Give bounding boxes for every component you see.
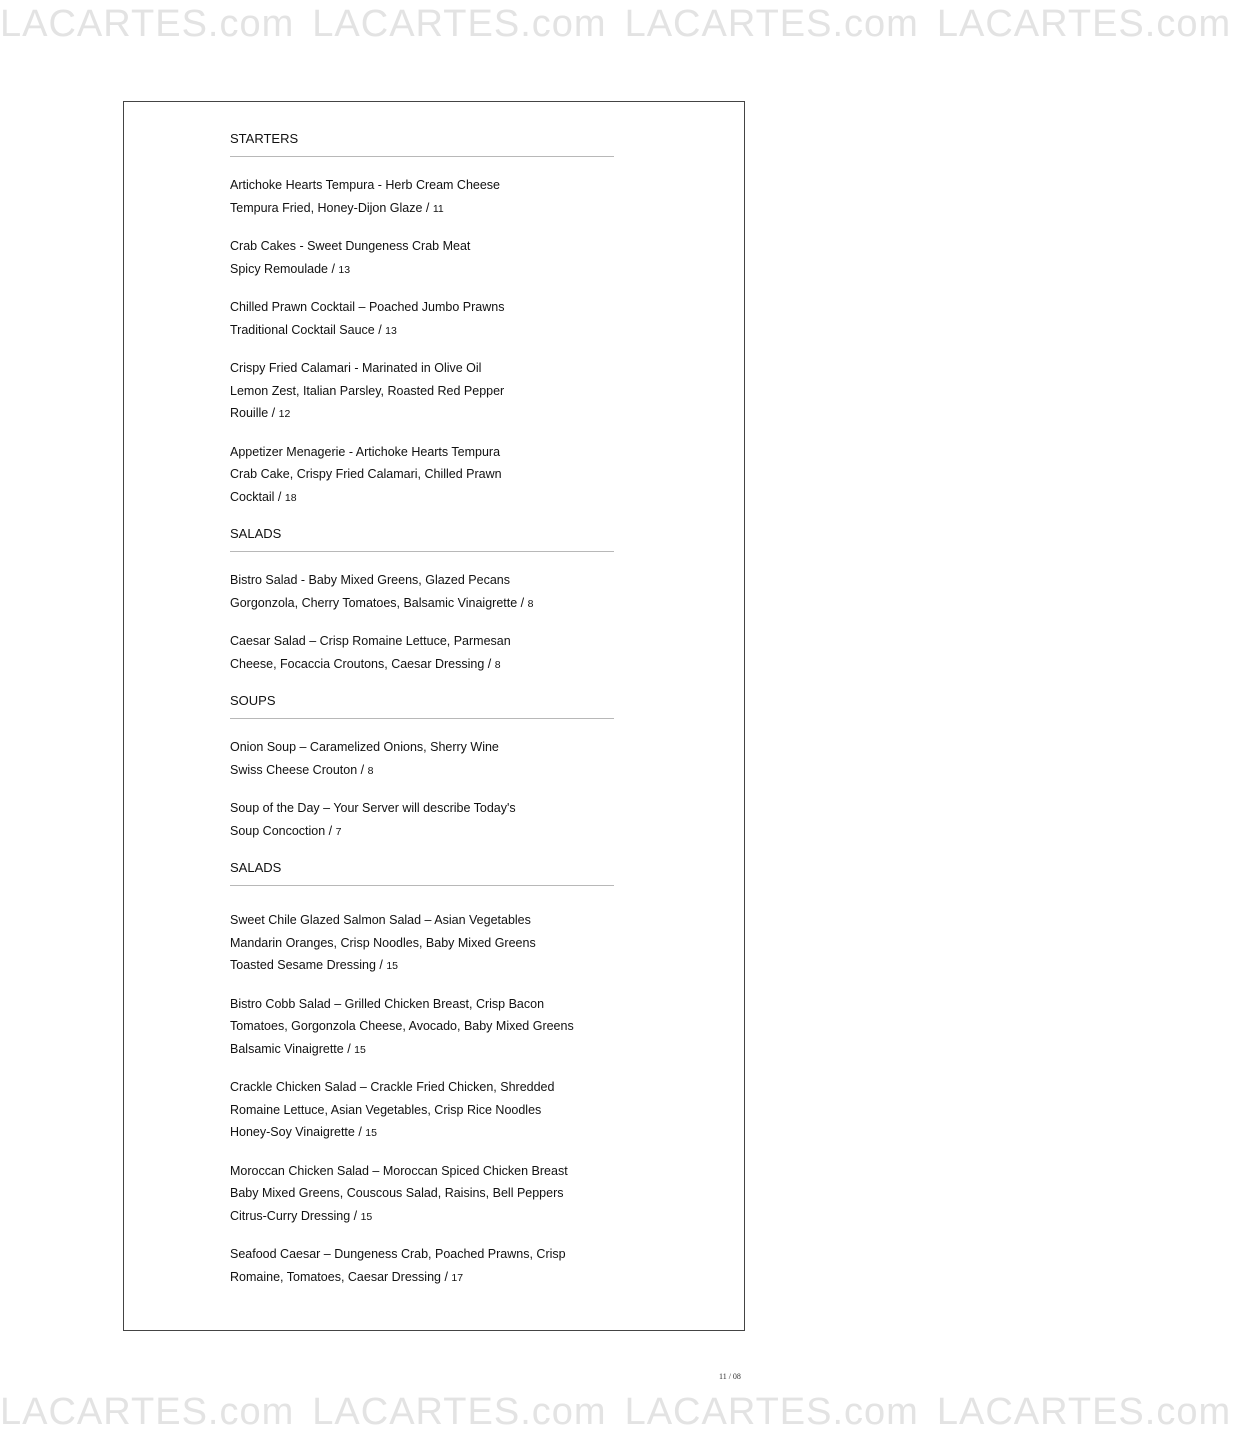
- menu-item-line: [230, 258, 614, 282]
- menu-item-text: Honey-Soy Vinaigrette /: [230, 1125, 366, 1139]
- menu-content: [230, 129, 614, 1304]
- menu-item: [230, 993, 614, 1062]
- menu-item-price: 13: [338, 263, 351, 276]
- menu-item-line: [230, 1121, 614, 1145]
- menu-item-line: [230, 820, 614, 844]
- menu-item-text: Cheese, Focaccia Croutons, Caesar Dressing /: [230, 656, 495, 671]
- menu-item-line: [230, 1038, 614, 1062]
- menu-page: [123, 101, 745, 1331]
- menu-item-price: 7: [335, 825, 342, 838]
- menu-item-line: [230, 402, 614, 426]
- menu-item-text: Cocktail /: [230, 489, 285, 504]
- menu-item-line: [230, 630, 614, 653]
- menu-item-text: Seafood Caesar – Dungeness Crab, Poached Prawns, Crisp: [230, 1247, 566, 1261]
- menu-section: [230, 858, 614, 1289]
- watermark-text: LACARTES.com: [624, 1391, 919, 1433]
- menu-item-line: [230, 1015, 614, 1038]
- menu-item-line: [230, 1243, 614, 1266]
- menu-item-line: [230, 993, 614, 1016]
- menu-item: [230, 441, 614, 510]
- menu-item-text: Artichoke Hearts Tempura - Herb Cream Cheese: [230, 178, 501, 192]
- menu-item-price: 15: [354, 1043, 366, 1056]
- menu-item-text: Romaine, Tomatoes, Caesar Dressing /: [230, 1269, 452, 1284]
- menu-item-line: [230, 736, 614, 759]
- menu-item-price: 13: [385, 324, 397, 337]
- section-heading: SALADS: [230, 858, 614, 886]
- menu-item-line: [230, 1266, 614, 1290]
- menu-item-text: Spicy Remoulade /: [230, 261, 339, 276]
- menu-item-text: Soup of the Day – Your Server will describe Today's: [230, 801, 516, 815]
- watermark-text: LACARTES.com: [0, 1391, 295, 1433]
- menu-item-price: 11: [432, 202, 444, 215]
- menu-item-text: Tomatoes, Gorgonzola Cheese, Avocado, Baby Mixed Greens: [230, 1019, 574, 1033]
- menu-item-text: Gorgonzola, Cherry Tomatoes, Balsamic Vinaigrette /: [230, 595, 528, 610]
- menu-item-text: Traditional Cocktail Sauce /: [230, 322, 386, 337]
- menu-item-line: [230, 592, 614, 616]
- menu-item-line: [230, 954, 614, 978]
- menu-item: [230, 1076, 614, 1145]
- menu-item-line: [230, 759, 614, 783]
- section-heading: STARTERS: [230, 129, 614, 157]
- menu-item-text: Sweet Chile Glazed Salmon Salad – Asian Vegetables: [230, 913, 531, 927]
- section-heading: SOUPS: [230, 691, 614, 719]
- menu-item-text: Balsamic Vinaigrette /: [230, 1041, 355, 1056]
- watermark-top: [0, 0, 1232, 48]
- menu-item-text: Lemon Zest, Italian Parsley, Roasted Red Pepper: [230, 383, 505, 398]
- menu-item: [230, 1243, 614, 1289]
- menu-item: [230, 797, 614, 843]
- menu-item: [230, 235, 614, 281]
- menu-item: [230, 630, 614, 676]
- menu-item-text: Romaine Lettuce, Asian Vegetables, Crisp Rice Noodles: [230, 1102, 542, 1117]
- menu-item-text: Crackle Chicken Salad – Crackle Fried Chicken, Shredded: [230, 1080, 555, 1094]
- menu-item-text: Caesar Salad – Crisp Romaine Lettuce, Parmesan: [230, 634, 511, 648]
- menu-item: [230, 357, 614, 426]
- menu-item-text: Citrus-Curry Dressing /: [230, 1208, 361, 1223]
- menu-item: [230, 174, 614, 220]
- menu-item-line: [230, 380, 614, 403]
- menu-item-line: [230, 1099, 614, 1122]
- menu-item-price: 12: [278, 408, 291, 420]
- menu-item-text: Rouille /: [230, 406, 279, 420]
- menu-item-line: [230, 357, 614, 380]
- menu-item-price: 8: [367, 764, 374, 777]
- menu-item-line: [230, 319, 614, 343]
- menu-item-line: [230, 486, 614, 510]
- menu-item-line: [230, 1182, 614, 1205]
- watermark-text: LACARTES.com: [312, 3, 607, 45]
- menu-item-line: [230, 797, 614, 820]
- menu-items: [230, 157, 614, 509]
- menu-section: [230, 524, 614, 676]
- menu-item-line: [230, 174, 614, 197]
- menu-section: [230, 129, 614, 509]
- menu-item-price: 17: [451, 1271, 464, 1284]
- menu-item-text: Crab Cakes - Sweet Dungeness Crab Meat: [230, 239, 471, 253]
- watermark-text: LACARTES.com: [936, 1391, 1232, 1433]
- section-heading: SALADS: [230, 524, 614, 552]
- menu-item: [230, 909, 614, 978]
- menu-item-line: [230, 909, 614, 932]
- menu-item-text: Chilled Prawn Cocktail – Poached Jumbo Prawns: [230, 300, 505, 314]
- watermark-text: LACARTES.com: [0, 3, 295, 45]
- menu-items: [230, 886, 614, 1289]
- menu-item-text: Onion Soup – Caramelized Onions, Sherry Wine: [230, 740, 499, 754]
- page-number: 11 / 08: [719, 1372, 741, 1381]
- menu-section: [230, 691, 614, 843]
- menu-items: [230, 719, 614, 843]
- menu-item-line: [230, 1076, 614, 1099]
- watermark-text: LACARTES.com: [624, 3, 919, 45]
- menu-item-line: [230, 1160, 614, 1183]
- watermark-text: LACARTES.com: [312, 1391, 607, 1433]
- menu-item-line: [230, 235, 614, 258]
- menu-item-text: Bistro Cobb Salad – Grilled Chicken Breast, Crisp Bacon: [230, 996, 545, 1011]
- menu-item-text: Swiss Cheese Crouton /: [230, 762, 368, 777]
- menu-item: [230, 569, 614, 615]
- menu-item: [230, 1160, 614, 1229]
- menu-item-text: Soup Concoction /: [230, 823, 336, 838]
- menu-item-text: Tempura Fried, Honey-Dijon Glaze /: [230, 200, 433, 215]
- menu-item-text: Bistro Salad - Baby Mixed Greens, Glazed Pecans: [230, 573, 510, 587]
- menu-item-text: Crispy Fried Calamari - Marinated in Olive Oil: [230, 361, 482, 375]
- menu-item-line: [230, 569, 614, 592]
- menu-item-text: Toasted Sesame Dressing /: [230, 958, 387, 972]
- menu-item-text: Mandarin Oranges, Crisp Noodles, Baby Mixed Greens: [230, 935, 536, 950]
- menu-item-price: 15: [386, 960, 399, 972]
- menu-item-line: [230, 197, 614, 221]
- menu-item-price: 8: [527, 597, 534, 610]
- menu-items: [230, 552, 614, 676]
- menu-item-price: 8: [494, 658, 501, 671]
- menu-item-text: Crab Cake, Crispy Fried Calamari, Chilled Prawn: [230, 467, 502, 481]
- menu-item-line: [230, 296, 614, 319]
- menu-item-line: [230, 463, 614, 486]
- menu-item-price: 18: [284, 491, 297, 504]
- menu-item-text: Moroccan Chicken Salad – Moroccan Spiced Chicken Breast: [230, 1163, 568, 1178]
- menu-item: [230, 296, 614, 342]
- menu-item: [230, 736, 614, 782]
- menu-item-line: [230, 932, 614, 955]
- menu-item-line: [230, 441, 614, 464]
- menu-item-price: 15: [360, 1210, 373, 1223]
- menu-item-text: Appetizer Menagerie - Artichoke Hearts Tempura: [230, 444, 501, 459]
- watermark-bottom: [0, 1388, 1232, 1436]
- watermark-text: LACARTES.com: [936, 3, 1232, 45]
- menu-item-price: 15: [365, 1127, 377, 1139]
- menu-item-line: [230, 1205, 614, 1229]
- menu-item-line: [230, 653, 614, 677]
- menu-item-text: Baby Mixed Greens, Couscous Salad, Raisins, Bell Peppers: [230, 1186, 564, 1200]
